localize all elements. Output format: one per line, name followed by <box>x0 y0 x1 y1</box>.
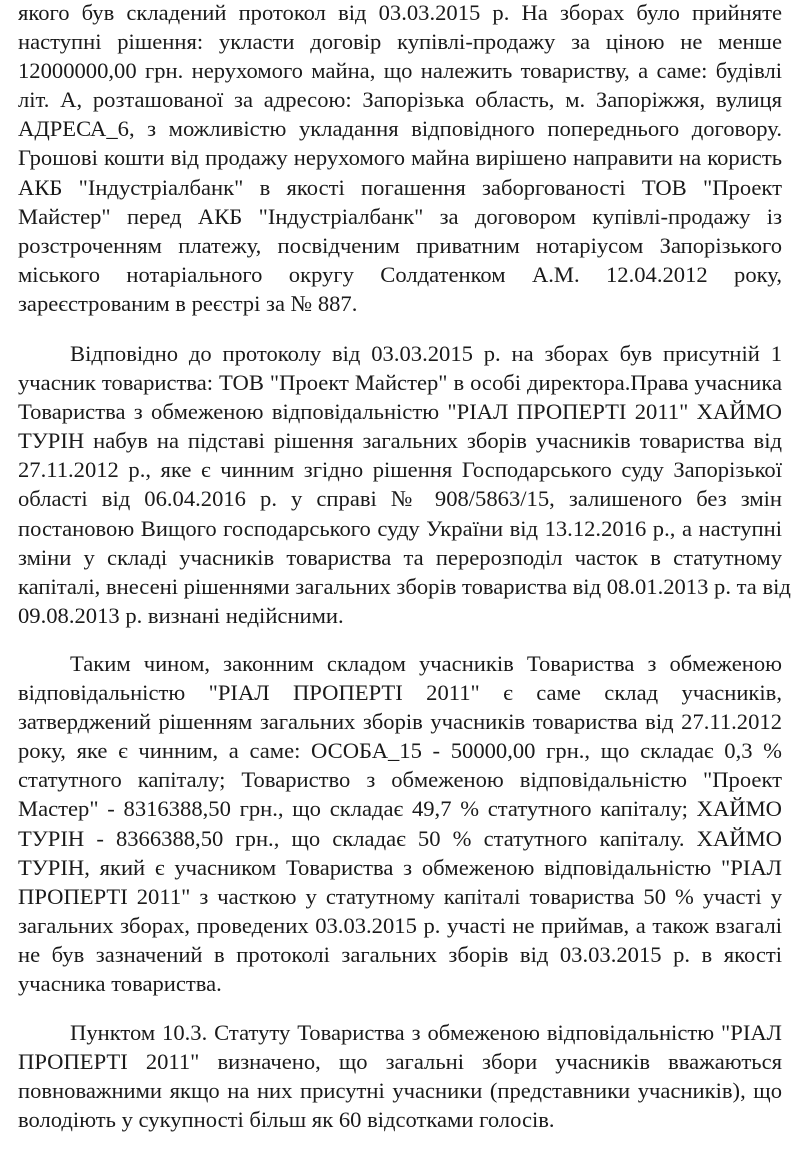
text-line: ТУРІН - 8366388,50 грн., що складає 50 % статутного капіталу. ХАЙМО <box>18 825 782 851</box>
text-line: наступні рішення: укласти договір купівлі-продажу за ціною не менше <box>18 29 782 55</box>
text-line: зареєстрованим в реєстрі за № 887. <box>18 290 358 316</box>
text-line: не був зазначений в протоколі загальних зборів від 03.03.2015 р. в якості <box>18 941 782 967</box>
text-line: статутного капіталу; Товариство з обмеженою відповідальністю "Проект <box>18 767 782 793</box>
paragraph-statute <box>18 1018 782 1134</box>
text-line: затверджений рішенням загальних зборів учасників товариства від 27.11.2012 <box>18 709 782 735</box>
text-line: ТУРІН набув на підставі рішення загальних зборів учасників товариства від <box>18 428 782 454</box>
text-line: ПРОПЕРТІ 2011" з часткою у статутному капіталі товариства 50 % участі у <box>18 883 782 909</box>
paragraph-members <box>18 649 782 998</box>
text-line: учасника товариства. <box>18 971 222 997</box>
text-line: Товариства з обмеженою відповідальністю "РІАЛ ПРОПЕРТІ 2011" ХАЙМО <box>18 399 782 425</box>
text-line: постановою Вищого господарського суду України від 13.12.2016 р., а наступні <box>18 515 782 541</box>
text-line: Відповідно до протоколу від 03.03.2015 р. на зборах був присутній 1 <box>70 341 782 366</box>
text-line: володіють у сукупності більш як 60 відсотками голосів. <box>18 1107 555 1133</box>
text-line: 09.08.2013 р. визнані недійсними. <box>18 602 344 628</box>
text-line: Таким чином, законним складом учасників Товариства з обмеженою <box>70 651 782 676</box>
text-line: 12000000,00 грн. нерухомого майна, що належить товариству, а саме: будівлі <box>18 58 782 84</box>
text-line: відповідальністю "РІАЛ ПРОПЕРТІ 2011" є саме склад учасників, <box>18 680 782 706</box>
text-line: 27.11.2012 р., яке є чинним згідно рішення Господарського суду Запорізької <box>18 457 782 483</box>
text-line: повноважними якщо на них присутні учасники (представники учасників), що <box>18 1078 782 1104</box>
text-line: Грошові кошти від продажу нерухомого майна вирішено направити на користь <box>18 145 782 171</box>
text-line: ТУРІН, який є учасником Товариства з обмеженою відповідальністю "РІАЛ <box>18 854 782 880</box>
paragraph-protocol <box>18 339 791 630</box>
text-line: зміни у складі учасників товариства та перерозподіл часток в статутному <box>18 544 782 570</box>
text-line: року, яке є чинним, а саме: ОСОБА_15 - 50000,00 грн., що складає 0,3 % <box>18 738 782 764</box>
paragraph-decision <box>18 0 782 318</box>
text-line: літ. А, розташованої за адресою: Запорізька область, м. Запоріжжя, вулиця <box>18 87 782 113</box>
text-line: загальних зборах, проведених 03.03.2015 р. участі не приймав, а також взагалі <box>18 912 782 938</box>
text-line: якого був складений протокол від 03.03.2015 р. На зборах було прийняте <box>18 0 782 25</box>
text-line: капіталі, внесені рішеннями загальних зборів товариства від 08.01.2013 р. та від <box>18 573 791 599</box>
text-line: учасник товариства: ТОВ "Проект Майстер" в особі директора.Права учасника <box>18 370 782 396</box>
text-line: розстроченням платежу, посвідченим приватним нотаріусом Запорізького <box>18 232 782 258</box>
text-line: АДРЕСА_6, з можливістю укладання відповідного попереднього договору. <box>18 116 782 142</box>
text-line: області від 06.04.2016 р. у справі № 908/5863/15, залишеного без змін <box>18 486 782 512</box>
text-line: Пунктом 10.3. Статуту Товариства з обмеженою відповідальністю "РІАЛ <box>70 1020 782 1045</box>
text-line: ПРОПЕРТІ 2011" визначено, що загальні збори учасників вважаються <box>18 1049 782 1075</box>
text-line: АКБ "Індустріалбанк" в якості погашення заборгованості ТОВ "Проект <box>18 174 782 200</box>
text-line: Майстер" перед АКБ "Індустріалбанк" за договором купівлі-продажу із <box>18 203 782 229</box>
text-line: міського нотаріального округу Солдатенком А.М. 12.04.2012 року, <box>18 261 782 287</box>
text-line: Мастер" - 8316388,50 грн., що складає 49,7 % статутного капіталу; ХАЙМО <box>18 796 782 822</box>
